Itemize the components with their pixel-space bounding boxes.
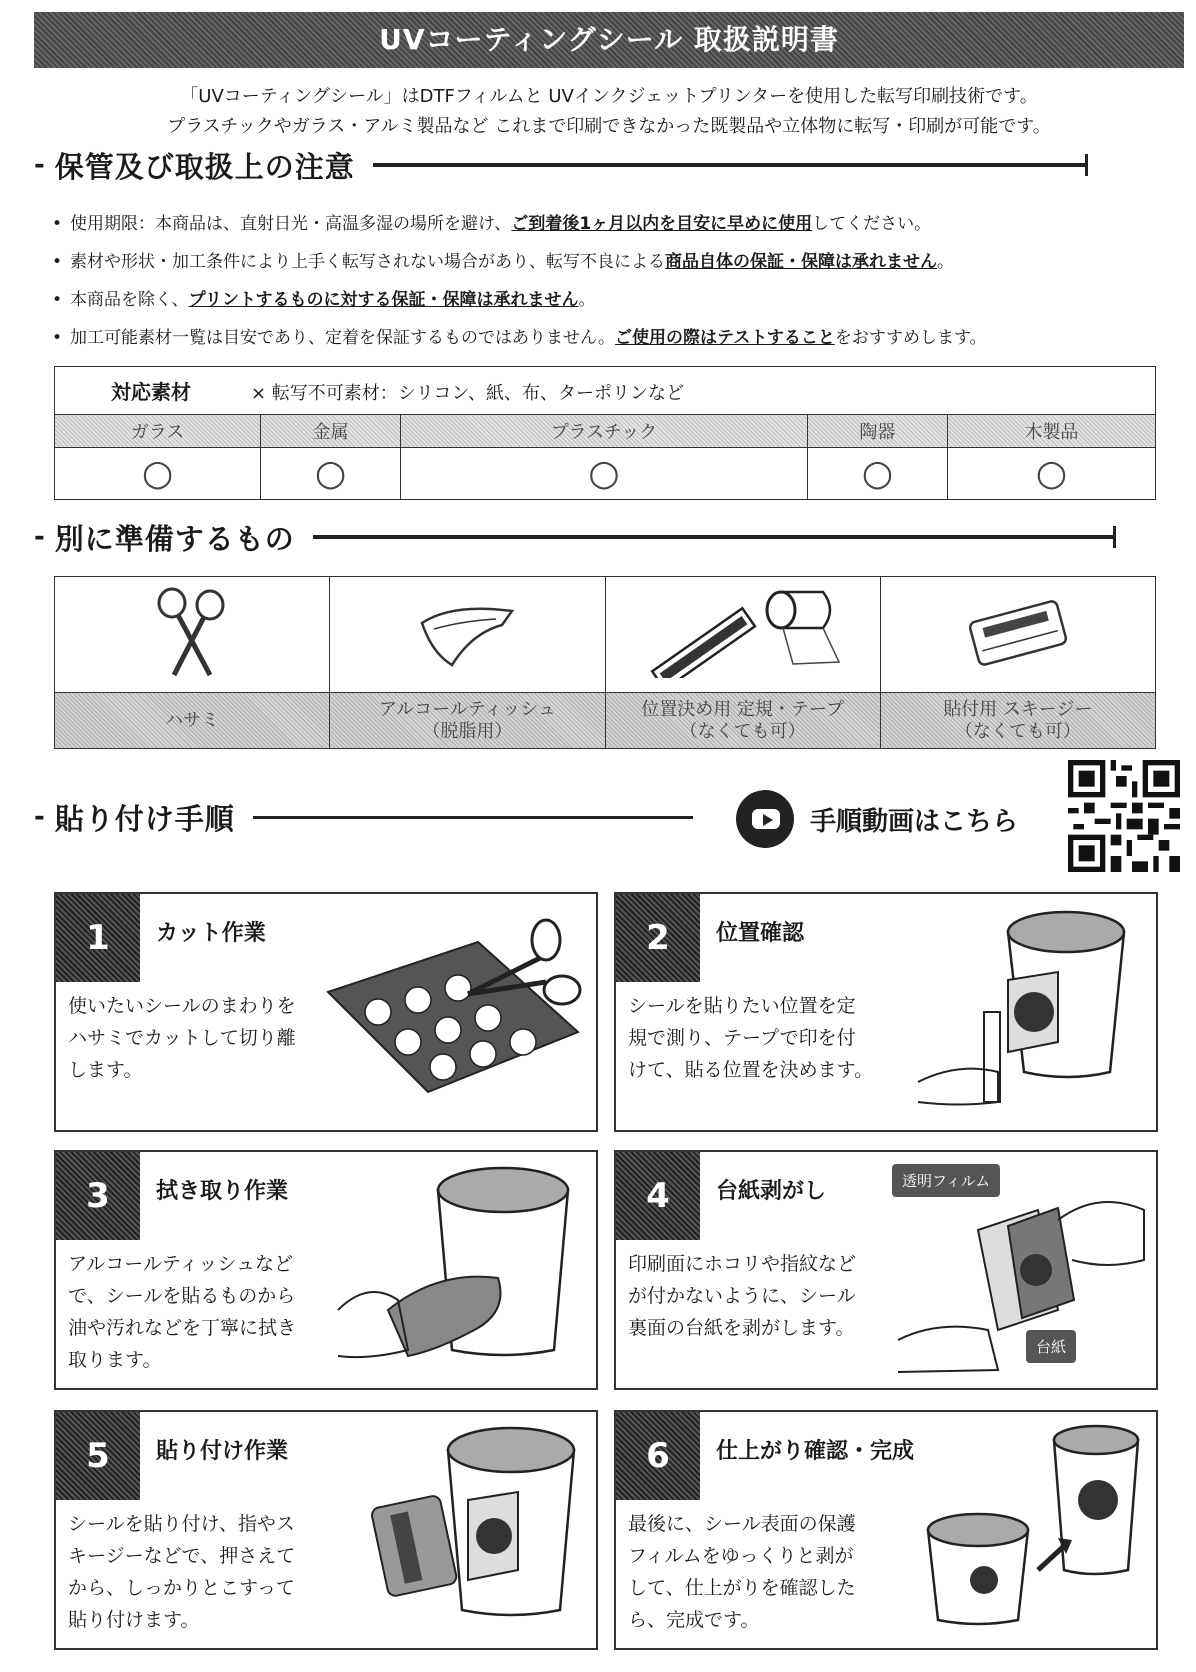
step-line: 規で測り、テープで印を付: [628, 1027, 856, 1049]
step-line: けて、貼る位置を決めます。: [628, 1059, 874, 1081]
squeegee-icon: [963, 593, 1073, 673]
bullet: •: [52, 214, 63, 234]
tool-name-cell: [55, 693, 330, 749]
step-line: シールを貼り付け、指やス: [68, 1513, 295, 1535]
tool-image-cell: [880, 577, 1155, 693]
step-line: 取ります。: [68, 1349, 162, 1371]
tools-name-row: [55, 693, 1156, 749]
intro-line: プラスチックやガラス・アルミ製品など これまで印刷できなかった既製品や立体物に転写・印刷が可能です。: [167, 116, 1051, 137]
caution-emphasis: ご使用の際はテストすること: [615, 328, 835, 348]
material-name: 金属: [261, 415, 401, 448]
step-line: ら、完成です。: [628, 1609, 760, 1631]
cut-sheet-illustration: [318, 902, 588, 1102]
tool-name: ハサミ: [165, 709, 220, 731]
step-description: [628, 990, 878, 1086]
materials-label: 対応素材: [111, 380, 191, 404]
wipe-illustration: [328, 1160, 588, 1380]
material-name: 木製品: [947, 415, 1155, 448]
section-header-procedure: [34, 792, 714, 842]
caution-text: 使用期限：本商品は、直射日光・高温多湿の場所を避け、: [70, 214, 512, 234]
backing-paper-tag: 台紙: [1026, 1330, 1076, 1363]
tool-name-cell: [880, 693, 1155, 749]
step-line: シールを貼りたい位置を定: [628, 995, 856, 1017]
materials-header-row: [55, 367, 1156, 415]
step-number: 2: [616, 894, 700, 982]
step-line: 裏面の台紙を剥がします。: [628, 1317, 855, 1339]
step-line: キージーなどで、押さえて: [68, 1545, 296, 1567]
tool-image-cell: [330, 577, 605, 693]
material-name: ガラス: [55, 415, 261, 448]
caution-item: [52, 243, 1172, 281]
section-rule: [253, 816, 693, 819]
step-line: します。: [68, 1059, 143, 1081]
materials-category-row: [55, 415, 1156, 448]
section-title: 別に準備するもの: [54, 521, 295, 556]
tool-name: 貼付用 スキージー: [943, 698, 1093, 720]
tool-image-cell: [55, 577, 330, 693]
materials-table: [54, 366, 1156, 500]
step-title: 拭き取り作業: [156, 1179, 289, 1204]
bullet: •: [52, 328, 63, 348]
material-ok-mark: ○: [401, 448, 808, 500]
bullet: •: [52, 290, 63, 310]
qr-code-icon[interactable]: [1068, 760, 1180, 872]
section-rule-end: [1113, 526, 1116, 548]
section-rule: [313, 535, 1113, 539]
step-card: [614, 1410, 1158, 1650]
step-line: が付かないように、シール: [628, 1285, 856, 1307]
step-number: 6: [616, 1412, 700, 1500]
tool-note: （脱脂用）: [422, 720, 513, 742]
intro-text: [34, 82, 1184, 142]
step-title: 貼り付け作業: [156, 1439, 289, 1464]
step-line: アルコールティッシュなど: [68, 1253, 293, 1275]
step-card: [614, 892, 1158, 1132]
bullet: •: [52, 252, 63, 272]
material-name: 陶器: [807, 415, 947, 448]
step-number: 3: [56, 1152, 140, 1240]
section-rule-end: [1085, 154, 1088, 176]
caution-text: 。: [937, 252, 954, 272]
caution-list: [52, 205, 1172, 357]
intro-line: 「UVコーティングシール」はDTFフィルムと UVインクジェットプリンターを使用した転写印刷技術です。: [180, 86, 1038, 107]
tool-name: アルコールティッシュ: [378, 698, 556, 720]
video-link[interactable]: [736, 790, 1018, 848]
step-description: [628, 1248, 878, 1344]
step-line: 印刷面にホコリや指紋など: [628, 1253, 857, 1275]
tissue-icon: [412, 593, 522, 673]
tool-note: （なくても可）: [954, 720, 1081, 742]
step-line: 最後に、シール表面の保護: [628, 1513, 856, 1535]
step-number: 1: [56, 894, 140, 982]
tool-name: 位置決め用 定規・テープ: [641, 698, 845, 720]
section-title: 貼り付け手順: [54, 801, 235, 836]
transparent-film-tag: 透明フィルム: [892, 1164, 1000, 1197]
step-title: 仕上がり確認・完成: [716, 1439, 915, 1464]
section-header-prepare: [34, 512, 1184, 562]
materials-header-cell: [55, 367, 1156, 415]
materials-mark-row: [55, 448, 1156, 500]
step-number: 4: [616, 1152, 700, 1240]
step-card: [54, 1410, 598, 1650]
step-line: 貼り付けます。: [68, 1609, 200, 1631]
step-line: で、シールを貼るものから: [68, 1285, 296, 1307]
step-title: カット作業: [156, 921, 266, 946]
section-title: 保管及び取扱上の注意: [54, 149, 355, 184]
tools-image-row: [55, 577, 1156, 693]
caution-emphasis: ご到着後1ヶ月以内を目安に早めに使用: [511, 214, 813, 234]
step-description: [68, 1508, 318, 1636]
scissors-icon: [152, 585, 232, 681]
video-link-label[interactable]: 手順動画はこちら: [810, 806, 1019, 837]
play-icon[interactable]: [736, 790, 794, 848]
section-rule: [373, 163, 1085, 167]
caution-emphasis: プリントするものに対する保証・保障は承れません: [188, 290, 579, 310]
material-ok-mark: ○: [261, 448, 401, 500]
finished-cup-illustration: [888, 1420, 1148, 1640]
tool-name-cell: [605, 693, 880, 749]
tool-image-cell: [605, 577, 880, 693]
page-title: UVコーティングシール 取扱説明書: [34, 12, 1184, 68]
material-ok-mark: ○: [807, 448, 947, 500]
caution-emphasis: 商品自体の保証・保障は承れません: [665, 252, 937, 272]
tool-name-cell: [330, 693, 605, 749]
caution-item: [52, 319, 1172, 357]
step-card: [54, 892, 598, 1132]
caution-text: 。: [578, 290, 596, 310]
step-description: [68, 1248, 318, 1376]
step-line: から、しっかりとこすって: [68, 1577, 295, 1599]
position-check-illustration: [908, 902, 1148, 1122]
section-dash: -: [34, 802, 45, 832]
caution-text: してください。: [812, 214, 932, 234]
section-dash: -: [34, 522, 45, 552]
step-line: 油や汚れなどを丁寧に拭き: [68, 1317, 297, 1339]
section-header-storage: [34, 140, 1184, 190]
material-ok-mark: ○: [55, 448, 261, 500]
material-name: プラスチック: [401, 415, 808, 448]
caution-text: 本商品を除く、: [70, 290, 189, 310]
step-title: 台紙剥がし: [716, 1179, 827, 1204]
caution-text: 素材や形状・加工条件により上手く転写されない場合があり、転写不良による: [70, 252, 665, 272]
step-description: [68, 990, 318, 1086]
caution-text: 加工可能素材一覧は目安であり、定着を保証するものではありません。: [70, 328, 616, 348]
step-card: [54, 1150, 598, 1390]
step-description: [628, 1508, 878, 1636]
tool-note: （なくても可）: [679, 720, 806, 742]
step-line: フィルムをゆっくりと剥が: [628, 1545, 854, 1567]
apply-illustration: [348, 1420, 588, 1640]
step-line: して、仕上がりを確認した: [628, 1577, 856, 1599]
step-number: 5: [56, 1412, 140, 1500]
step-line: 使いたいシールのまわりを: [68, 995, 296, 1017]
step-line: ハサミでカットして切り離: [68, 1027, 296, 1049]
caution-item: [52, 205, 1172, 243]
ruler-tape-icon: [643, 588, 843, 678]
caution-text: をおすすめします。: [834, 328, 987, 348]
material-ok-mark: ○: [947, 448, 1155, 500]
step-title: 位置確認: [716, 921, 805, 946]
materials-exclusion: × 転写不可素材：シリコン、紙、布、ターポリンなど: [251, 383, 685, 404]
caution-item: [52, 281, 1172, 319]
section-dash: -: [34, 150, 45, 180]
step-card: [614, 1150, 1158, 1390]
tools-table: [54, 576, 1156, 749]
